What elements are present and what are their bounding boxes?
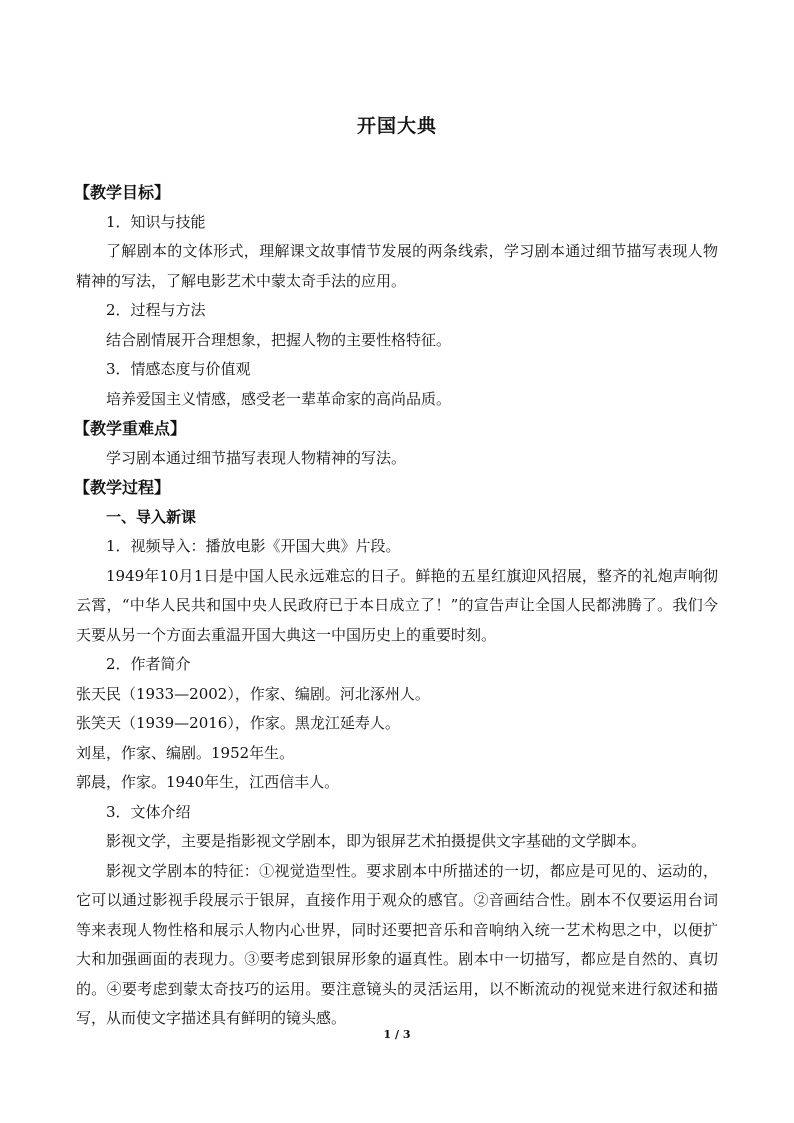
objective-1-text: 了解剧本的文体形式，理解课文故事情节发展的两条线索，学习剧本通过细节描写表现人物精神的写法，了解电影艺术中蒙太奇手法的应用。 [76, 242, 718, 290]
process-part-1-heading: 一、导入新课 [106, 507, 197, 526]
objective-3-heading: 3．情感态度与价值观 [106, 360, 251, 378]
objective-2-text: 结合剧情展开合理想象，把握人物的主要性格特征。 [106, 330, 452, 349]
author-2: 张笑天（1939—2016），作家。黑龙江延寿人。 [76, 714, 400, 732]
process-item-1-text: 1949年10月1日是中国人民永远难忘的日子。鲜艳的五星红旗迎风招展，整齐的礼炮声响彻云霄，“中华人民共和国中央人民政府已于本日成立了！”的宣告声让全国人民都沸腾了。我们今天要从另一个方面去重温开国大典这一中国历史上的重要时刻。 [76, 566, 718, 644]
author-3: 刘星，作家、编剧。1952年生。 [76, 743, 295, 762]
genre-text-2: 影视文学剧本的特征：①视觉造型性。要求剧本中所描述的一切，都应是可见的、运动的，它可以通过影视手段展示于银屏，直接作用于观众的感官。②音画结合性。剧本不仅要运用台词等来表现人物性格和展示人物内心世界，同时还要把音乐和音响纳入统一艺术构思之中，以便扩大和加强画面的表现力。③要考虑到银屏形象的逼真性。剧本中一切描写，都应是自然的、真切的。④要考虑到蒙太奇技巧的运用。要注意镜头的灵活运用，以不断流动的视觉来进行叙述和描写，从而使文字描述具有鲜明的镜头感。 [76, 861, 718, 1027]
objective-1-heading: 1．知识与技能 [106, 212, 206, 231]
objective-2-heading: 2．过程与方法 [106, 301, 206, 319]
page-number: 1 / 3 [383, 1028, 411, 1041]
author-4: 郭晨，作家。1940年生，江西信丰人。 [76, 773, 340, 791]
section-heading-key-points: 【教学重难点】 [74, 419, 187, 438]
author-1: 张天民（1933—2002），作家、编剧。河北涿州人。 [76, 684, 430, 703]
genre-text-1: 影视文学，主要是指影视文学剧本，即为银屏艺术拍摄提供文字基础的文学脚本。 [106, 832, 647, 850]
process-item-3-heading: 3．文体介绍 [106, 802, 191, 821]
section-heading-objectives: 【教学目标】 [74, 183, 171, 202]
key-points-text: 学习剧本通过细节描写表现人物精神的写法。 [106, 448, 407, 467]
document-title: 开国大典 [356, 115, 437, 137]
objective-3-text: 培养爱国主义情感，感受老一辈革命家的高尚品质。 [106, 389, 452, 408]
document-body [76, 178, 718, 1034]
process-item-2-heading: 2．作者简介 [106, 655, 191, 673]
process-item-1-heading: 1．视频导入：播放电影《开国大典》片段。 [106, 537, 401, 555]
section-heading-process: 【教学过程】 [74, 478, 171, 497]
